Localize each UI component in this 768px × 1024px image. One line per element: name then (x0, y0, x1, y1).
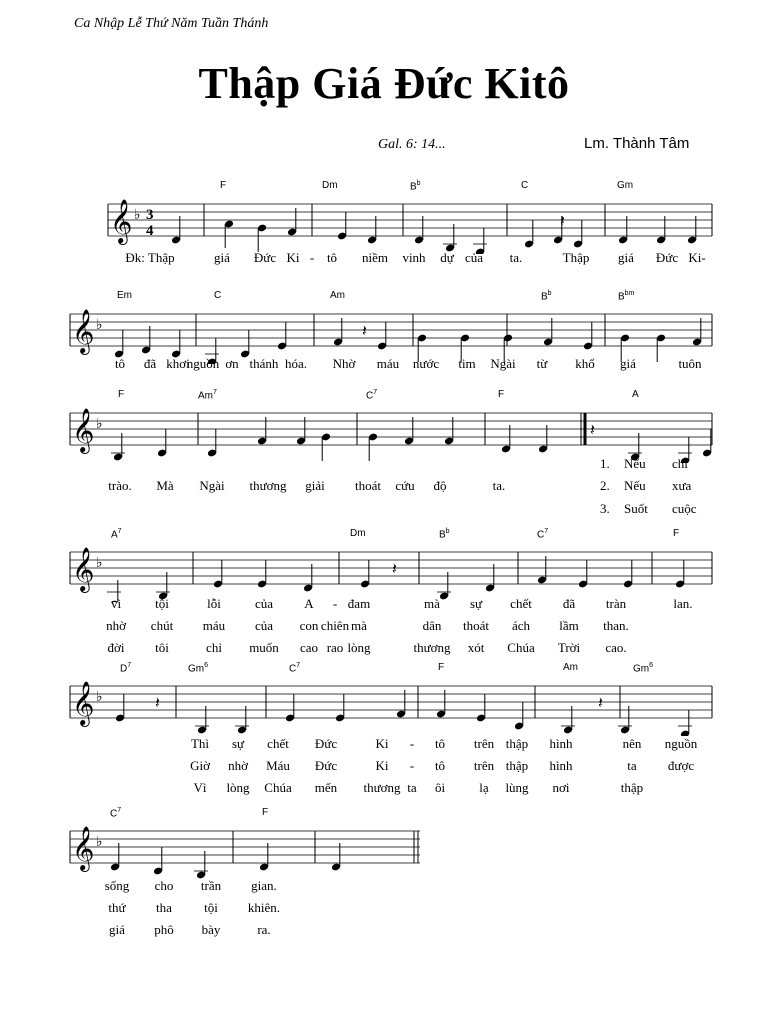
lyric-syllable: khơi (166, 356, 190, 371)
lyric-syllable: Chúa (264, 780, 292, 795)
lyric-syllable: hình (549, 736, 573, 751)
lyric-syllable: chết (267, 736, 289, 751)
chord-root: F (220, 180, 227, 191)
verse-number: 1. (600, 456, 610, 471)
lyric-syllable: khổ (575, 356, 595, 371)
lyric-syllable: sự (231, 736, 245, 751)
chord-modifier: 7 (127, 662, 132, 669)
lyric-syllable: Ki (375, 758, 389, 773)
lyric-syllable: được (667, 758, 695, 773)
lyric-syllable: lùng (505, 780, 529, 795)
chord-modifier: 6 (204, 662, 209, 669)
lyric-syllable: từ (536, 356, 548, 371)
verse-lyric: cuộc (672, 501, 697, 516)
lyric-syllable: tô (114, 356, 126, 371)
chord-root: F (262, 807, 269, 818)
scripture-reference: Gal. 6: 14... (378, 137, 446, 152)
chord-root: C (289, 663, 297, 675)
lyric-syllable: thập (505, 736, 529, 751)
lyric-syllable: lầm (559, 618, 579, 633)
lyric-syllable: than. (603, 618, 629, 633)
lyric-syllable: Đức (314, 736, 338, 751)
chord-root: Am (563, 662, 578, 673)
lyric-syllable: hóa. (284, 356, 308, 371)
lyric-syllable: thứ (108, 900, 126, 915)
verse-lyric: Suốt (624, 501, 648, 516)
lyric-syllable: Trời (557, 640, 581, 655)
chord-root: Dm (350, 528, 366, 539)
lyric-syllable: dự (440, 250, 454, 265)
lyric-syllable: Chúa (507, 640, 535, 655)
lyric-syllable: giá (620, 356, 636, 371)
lyric-syllable: hình (549, 758, 573, 773)
chord-root: B (410, 181, 417, 193)
treble-clef-icon: 𝄞 (72, 681, 95, 725)
chord-symbol (498, 389, 504, 400)
lyric-syllable: ra. (257, 922, 271, 937)
lyric-syllable: A (304, 596, 314, 611)
lyric-syllable: của (254, 618, 274, 633)
lyric-syllable: lan. (673, 596, 693, 611)
time-signature: 3 (146, 207, 154, 223)
lyric-syllable: tô (434, 736, 446, 751)
lyric-syllable: ta (627, 758, 637, 773)
lyric-syllable: ách (511, 618, 531, 633)
lyric-syllable: rao (326, 640, 344, 655)
lyric-syllable: - (309, 250, 315, 265)
lyric-syllable: ta (407, 780, 417, 795)
chord-root: Gm (188, 663, 205, 675)
lyric-syllable: sự (469, 596, 483, 611)
lyric-syllable: - (332, 596, 338, 611)
lyric-syllable: ôi (434, 780, 446, 795)
lyric-syllable: thương (413, 640, 451, 655)
lyric-syllable: máu (202, 618, 226, 633)
chord-symbol (521, 180, 528, 191)
chord-root: B (541, 291, 548, 303)
lyric-syllable: lòng (347, 640, 371, 655)
lyric-syllable: - (409, 758, 415, 773)
chord-symbol (118, 389, 124, 400)
lyric-syllable: mến (314, 780, 338, 795)
lyric-syllable: Đức (314, 758, 338, 773)
chord-modifier: 7 (117, 528, 122, 535)
lyric-syllable: giá (109, 922, 125, 937)
lyric-syllable: nên (622, 736, 642, 751)
lyric-syllable: thoát (355, 478, 381, 493)
lyric-syllable: lỗi (207, 596, 221, 611)
quarter-rest-icon: 𝄽 (590, 420, 595, 439)
verse-number: 3. (600, 501, 610, 516)
chord-symbol (366, 389, 377, 401)
lyric-syllable: Ki- (688, 250, 706, 265)
treble-clef-icon: 𝄞 (72, 826, 95, 870)
lyric-syllable: gian. (251, 878, 277, 893)
chord-root: C (110, 808, 118, 820)
lyric-syllable: đã (562, 596, 576, 611)
lyric-syllable: nhờ (228, 758, 248, 773)
lyric-syllable: Nhờ (332, 356, 356, 371)
chord-symbol (673, 528, 679, 539)
lyric-syllable: nhờ (106, 618, 126, 633)
chord-modifier: 7 (296, 662, 301, 669)
lyric-syllable: tôi (155, 640, 169, 655)
lyric-syllable: tuôn (678, 356, 702, 371)
lyric-syllable: chiên (320, 618, 350, 633)
lyric-syllable: nguồn (186, 356, 220, 371)
chord-root: A (111, 529, 118, 541)
chord-symbol (410, 180, 421, 192)
lyric-syllable: - (409, 736, 415, 751)
lyric-syllable: trên (473, 758, 495, 773)
lyric-syllable: lòng (226, 780, 250, 795)
chord-symbol (438, 662, 444, 673)
chord-root: F (498, 389, 505, 400)
chord-symbol (541, 290, 552, 302)
lyric-syllable: niềm (362, 250, 388, 265)
lyric-syllable: Thì (190, 736, 210, 751)
lyric-syllable: của (254, 596, 274, 611)
chord-modifier: b (416, 180, 421, 187)
chord-root: D (120, 663, 128, 675)
chord-root: C (214, 290, 222, 301)
chord-modifier: 7 (544, 528, 549, 535)
key-flat-icon: ♭ (96, 834, 103, 850)
chord-symbol (618, 290, 634, 302)
chord-symbol (537, 528, 548, 540)
lyric-syllable: nguồn (664, 736, 698, 751)
verse-lyric: chỉ (672, 456, 688, 471)
lyric-syllable: chỉ (206, 640, 222, 655)
chord-symbol (439, 528, 450, 540)
chord-modifier: 7 (213, 389, 217, 396)
lyric-syllable: tha (156, 900, 172, 915)
chord-symbol (350, 528, 366, 539)
lyric-syllable: cao. (605, 640, 627, 655)
chord-root: C (537, 529, 545, 541)
treble-clef-icon: 𝄞 (72, 408, 95, 452)
lyric-syllable: thập (505, 758, 529, 773)
lyric-syllable: Ngài (199, 478, 225, 493)
chord-modifier: 7 (373, 389, 378, 396)
chord-modifier: 7 (117, 807, 122, 814)
lyric-syllable: chút (150, 618, 174, 633)
chord-symbol (289, 662, 300, 674)
chord-symbol (120, 662, 131, 674)
lyric-syllable: sống (104, 878, 130, 893)
lyric-syllable: tội (204, 900, 218, 915)
lyric-syllable: cứu (395, 478, 415, 493)
lyric-syllable: của (464, 250, 484, 265)
chord-symbol (198, 389, 217, 401)
header-note: Ca Nhập Lễ Thứ Năm Tuần Thánh (74, 16, 269, 31)
lyric-syllable: xót (467, 640, 485, 655)
lyric-syllable: Đức (655, 250, 679, 265)
chord-modifier: b (445, 528, 450, 535)
lyric-syllable: Ki (375, 736, 389, 751)
chord-symbol (330, 290, 345, 301)
lyric-syllable: Mà (156, 478, 174, 493)
chord-symbol (633, 662, 653, 674)
chord-symbol (262, 807, 268, 818)
composer: Lm. Thành Tâm (584, 135, 690, 152)
lyric-syllable: ơn (225, 356, 239, 371)
chord-symbol (632, 389, 639, 400)
chord-root: Am (330, 290, 345, 301)
lyric-syllable: Ngài (490, 356, 516, 371)
lyric-syllable: bày (201, 922, 221, 937)
lyric-syllable: thoát (463, 618, 489, 633)
lyric-syllable: Vì (193, 780, 207, 795)
lyric-syllable: tô (434, 758, 446, 773)
lyric-syllable: nơi (552, 780, 570, 795)
staff-system-3 (0, 383, 768, 463)
chord-root: F (673, 528, 680, 539)
lyric-syllable: vì (110, 596, 122, 611)
chord-symbol (111, 528, 122, 540)
quarter-rest-icon: 𝄽 (392, 559, 397, 578)
lyric-syllable: nước (412, 356, 440, 371)
lyric-syllable: dân (422, 618, 442, 633)
lyric-syllable: Giờ (190, 758, 210, 773)
time-signature: 4 (146, 223, 154, 239)
lyric-syllable: Đk: Thập (125, 250, 175, 265)
key-flat-icon: ♭ (96, 689, 103, 705)
lyric-syllable: giá (214, 250, 230, 265)
key-flat-icon: ♭ (134, 207, 141, 223)
chord-symbol (220, 180, 226, 191)
lyric-syllable: Đức (253, 250, 277, 265)
lyric-syllable: đời (107, 640, 125, 655)
lyric-syllable: ta. (492, 478, 506, 493)
lyric-syllable: tội (155, 596, 169, 611)
quarter-rest-icon: 𝄽 (560, 211, 565, 230)
lyric-syllable: phô (154, 922, 174, 937)
chord-root: Am (198, 390, 213, 402)
chord-symbol (214, 290, 221, 301)
lyric-syllable: độ (433, 478, 447, 493)
chord-modifier: 6 (649, 662, 654, 669)
chord-root: B (439, 529, 446, 541)
chord-modifier: bm (624, 290, 635, 297)
quarter-rest-icon: 𝄽 (362, 321, 367, 340)
chord-symbol (617, 180, 633, 191)
chord-root: A (632, 389, 639, 400)
chord-symbol (117, 290, 132, 301)
chord-root: Dm (322, 180, 338, 191)
quarter-rest-icon: 𝄽 (598, 693, 603, 712)
lyric-syllable: muốn (249, 640, 279, 655)
lyric-syllable: ta. (509, 250, 523, 265)
lyric-syllable: tràn (605, 596, 627, 611)
lyric-syllable: đam (347, 596, 371, 611)
verse-lyric: xưa (672, 478, 692, 493)
staff-system-2 (0, 284, 768, 364)
lyric-syllable: thập (620, 780, 644, 795)
treble-clef-icon: 𝄞 (72, 309, 95, 353)
staff-system-1 (0, 174, 768, 254)
chord-root: Em (117, 290, 132, 301)
lyric-syllable: tô (326, 250, 338, 265)
chord-root: Gm (617, 180, 634, 191)
song-title: Thập Giá Đức Kitô (198, 59, 570, 108)
lyric-syllable: Máu (266, 758, 290, 773)
lyric-syllable: tim (458, 356, 476, 371)
lyric-syllable: mà (351, 618, 367, 633)
chord-root: Gm (633, 663, 650, 675)
treble-clef-icon: 𝄞 (72, 547, 95, 591)
chord-modifier: b (547, 290, 552, 297)
lyric-syllable: Thập (562, 250, 590, 265)
lyric-syllable: chết (510, 596, 532, 611)
chord-symbol (322, 180, 338, 191)
lyric-syllable: trần (200, 878, 222, 893)
key-flat-icon: ♭ (96, 317, 103, 333)
lyric-syllable: giá (618, 250, 634, 265)
lyric-syllable: trên (473, 736, 495, 751)
lyric-syllable: máu (376, 356, 400, 371)
verse-number: 2. (600, 478, 610, 493)
treble-clef-icon: 𝄞 (110, 199, 133, 243)
lyric-syllable: vinh (402, 250, 426, 265)
chord-symbol (188, 662, 208, 674)
chord-symbol (110, 807, 121, 819)
lyric-syllable: giải (305, 478, 325, 493)
chord-symbol (563, 662, 578, 673)
lyric-syllable: con (299, 618, 319, 633)
lyric-syllable: khiên. (247, 900, 281, 915)
chord-root: F (118, 389, 125, 400)
lyric-syllable: thương (363, 780, 401, 795)
chord-root: C (521, 180, 529, 191)
verse-lyric: Nếu (624, 478, 646, 493)
key-flat-icon: ♭ (96, 416, 103, 432)
lyric-syllable: cho (154, 878, 174, 893)
quarter-rest-icon: 𝄽 (155, 693, 160, 712)
lyric-syllable: cao (299, 640, 319, 655)
lyric-syllable: lạ (479, 780, 489, 795)
key-flat-icon: ♭ (96, 555, 103, 571)
lyric-syllable: Ki (286, 250, 300, 265)
lyric-syllable: trào. (108, 478, 132, 493)
chord-root: F (438, 662, 445, 673)
lyric-syllable: thánh (249, 356, 279, 371)
verse-lyric: Nếu (624, 456, 646, 471)
chord-root: C (366, 390, 374, 402)
lyric-syllable: mà (424, 596, 440, 611)
lyric-syllable: đã (143, 356, 157, 371)
chord-root: B (618, 291, 625, 303)
lyric-syllable: thương (249, 478, 287, 493)
